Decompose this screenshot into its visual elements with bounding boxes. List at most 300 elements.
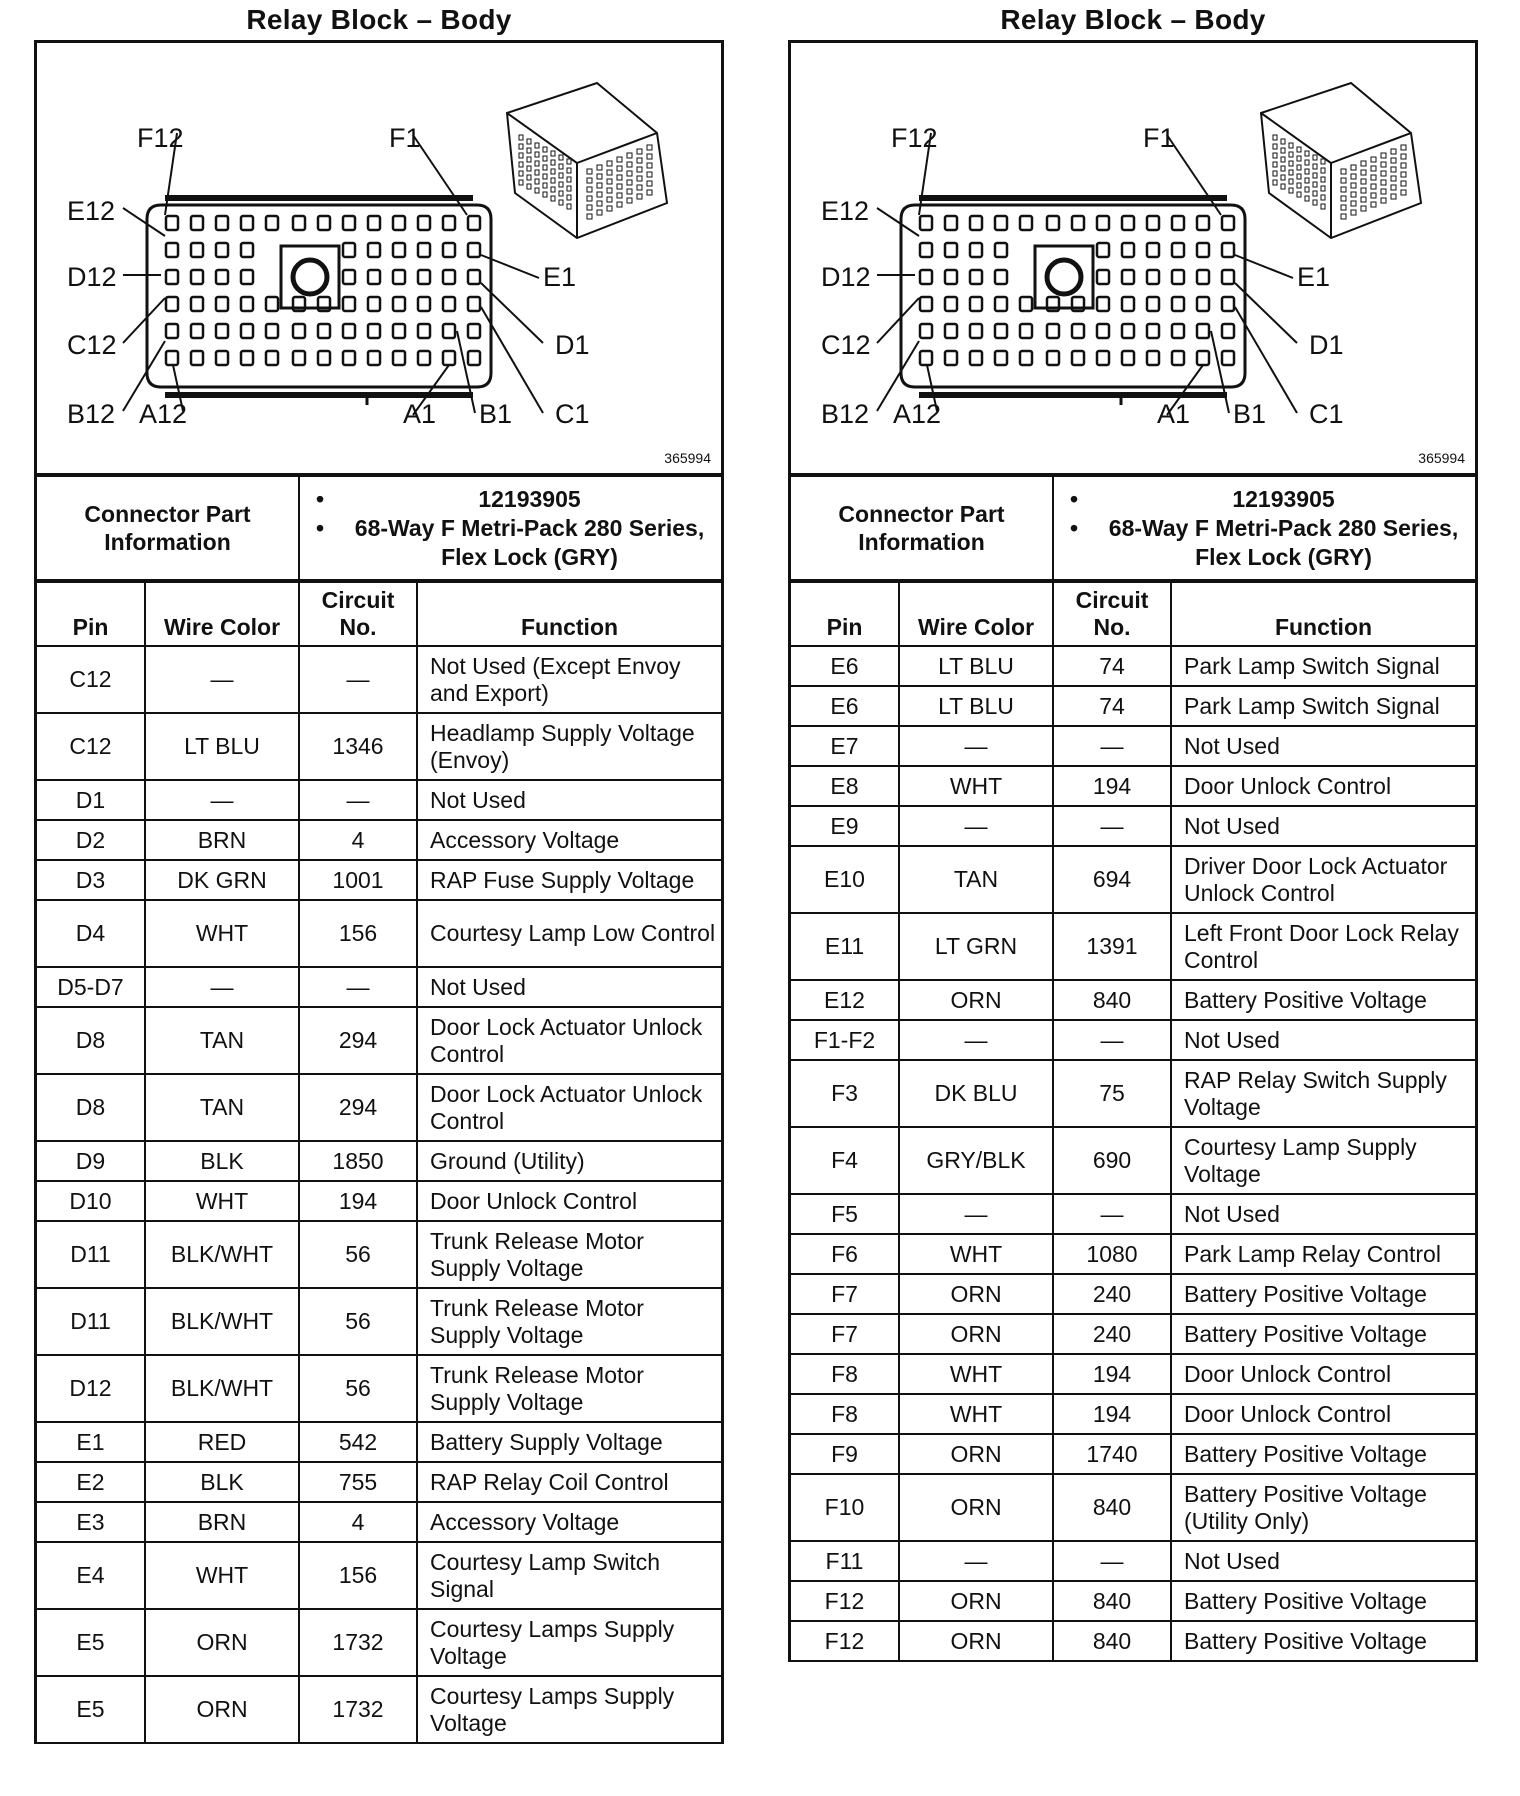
- connector-description: • 68-Way F Metri-Pack 280 Series, Flex Lock (GRY): [338, 514, 721, 572]
- connector-diagram: [791, 43, 1475, 475]
- function-cell: Not Used: [1171, 726, 1475, 766]
- pin-cavity: [443, 270, 455, 284]
- pin-cavity: [216, 351, 228, 365]
- pin-cavity: [1122, 243, 1134, 257]
- pin-cavity: [1147, 216, 1159, 230]
- pin-table-row: [37, 1074, 721, 1141]
- pin-table-row: [37, 1181, 721, 1221]
- pin-table-row: [791, 1127, 1475, 1194]
- pin-position-label: C1: [1309, 399, 1344, 429]
- pin-cavity: [368, 297, 380, 311]
- pin-position-label: B1: [1233, 399, 1267, 429]
- pin-table-row: [791, 1020, 1475, 1060]
- pin-cavity: [418, 243, 430, 257]
- pin-cell: C12: [37, 646, 145, 713]
- wire-color-cell: LT BLU: [899, 646, 1053, 686]
- wire-color-cell: —: [145, 780, 299, 820]
- function-cell: Battery Positive Voltage: [1171, 1434, 1475, 1474]
- wire-color-cell: WHT: [899, 1234, 1053, 1274]
- pin-cavity: [1222, 243, 1234, 257]
- pin-table-row: [791, 1234, 1475, 1274]
- wire-color-cell: ORN: [899, 1474, 1053, 1541]
- circuit-cell: —: [299, 780, 417, 820]
- function-cell: Battery Positive Voltage: [1171, 1314, 1475, 1354]
- pin-cell: E6: [791, 686, 899, 726]
- wire-color-cell: WHT: [145, 1181, 299, 1221]
- pin-cavity: [418, 297, 430, 311]
- pin-table: [791, 581, 1475, 1662]
- pin-cavity: [418, 216, 430, 230]
- pin-table-row: [37, 646, 721, 713]
- pin-cavity: [293, 216, 305, 230]
- pin-cavity: [393, 243, 405, 257]
- pin-position-label: B12: [821, 399, 870, 429]
- pin-cavity: [343, 297, 355, 311]
- pin-position-label: E12: [67, 196, 116, 226]
- connector-part-number: • 12193905: [1092, 485, 1475, 514]
- pin-cavity: [368, 243, 380, 257]
- pin-cell: F8: [791, 1354, 899, 1394]
- pin-cavity: [468, 297, 480, 311]
- circuit-cell: —: [1053, 1020, 1171, 1060]
- pin-cell: E8: [791, 766, 899, 806]
- pin-cavity: [468, 351, 480, 365]
- pin-position-label: F1: [1143, 123, 1175, 153]
- pin-cell: F5: [791, 1194, 899, 1234]
- wire-color-cell: WHT: [899, 1354, 1053, 1394]
- pin-cavity: [468, 243, 480, 257]
- header-wire-color: Wire Color: [899, 582, 1053, 646]
- circuit-cell: 1391: [1053, 913, 1171, 980]
- connector-description: • 68-Way F Metri-Pack 280 Series, Flex Lock (GRY): [1092, 514, 1475, 572]
- pin-table-row: [791, 806, 1475, 846]
- function-cell: Trunk Release Motor Supply Voltage: [417, 1288, 721, 1355]
- panel-frame: [788, 40, 1478, 1662]
- pin-cavity: [241, 297, 253, 311]
- circuit-cell: 56: [299, 1288, 417, 1355]
- pin-table-row: [37, 780, 721, 820]
- wire-color-cell: BLK/WHT: [145, 1355, 299, 1422]
- pin-table-row: [37, 900, 721, 967]
- pin-position-label: B1: [479, 399, 513, 429]
- pin-table: [37, 581, 721, 1744]
- circuit-cell: 240: [1053, 1274, 1171, 1314]
- function-cell: Battery Supply Voltage: [417, 1422, 721, 1462]
- pin-table-header-row: [791, 582, 1475, 646]
- function-cell: Door Unlock Control: [1171, 1354, 1475, 1394]
- function-cell: Door Unlock Control: [1171, 766, 1475, 806]
- pin-cavity: [1147, 324, 1159, 338]
- pin-table-row: [791, 1314, 1475, 1354]
- wire-color-cell: ORN: [899, 1581, 1053, 1621]
- pin-cavity: [1097, 351, 1109, 365]
- function-cell: Courtesy Lamp Switch Signal: [417, 1542, 721, 1609]
- pin-cavity: [216, 216, 228, 230]
- pin-cavity: [166, 324, 178, 338]
- function-cell: RAP Relay Coil Control: [417, 1462, 721, 1502]
- pin-table-row: [37, 1502, 721, 1542]
- wire-color-cell: —: [899, 1194, 1053, 1234]
- pin-cavity: [1097, 297, 1109, 311]
- circuit-cell: 74: [1053, 686, 1171, 726]
- pin-cavity: [241, 351, 253, 365]
- pin-cell: F11: [791, 1541, 899, 1581]
- circuit-cell: 194: [1053, 1354, 1171, 1394]
- wire-color-cell: LT BLU: [145, 713, 299, 780]
- pin-cavity: [1222, 324, 1234, 338]
- pin-cavity: [166, 270, 178, 284]
- pin-cell: D11: [37, 1221, 145, 1288]
- pin-cavity: [945, 270, 957, 284]
- pin-cell: E6: [791, 646, 899, 686]
- wire-color-cell: ORN: [899, 1314, 1053, 1354]
- circuit-cell: 1850: [299, 1141, 417, 1181]
- pin-cavity: [970, 216, 982, 230]
- pin-cell: F7: [791, 1274, 899, 1314]
- pin-cavity: [191, 324, 203, 338]
- header-function: Function: [1171, 582, 1475, 646]
- pin-position-label: F12: [137, 123, 184, 153]
- circuit-cell: 4: [299, 1502, 417, 1542]
- wire-color-cell: BRN: [145, 820, 299, 860]
- pin-position-label: F12: [891, 123, 938, 153]
- relay-block-panel-right: [788, 0, 1478, 1662]
- wire-color-cell: DK BLU: [899, 1060, 1053, 1127]
- pin-cavity: [945, 216, 957, 230]
- wire-color-cell: TAN: [145, 1074, 299, 1141]
- pin-table-row: [791, 1474, 1475, 1541]
- pin-cavity: [343, 324, 355, 338]
- pin-cell: D12: [37, 1355, 145, 1422]
- pin-cavity: [241, 243, 253, 257]
- pin-table-row: [791, 1060, 1475, 1127]
- wire-color-cell: WHT: [145, 1542, 299, 1609]
- pin-cavity: [266, 297, 278, 311]
- pin-position-label: C12: [67, 330, 117, 360]
- circuit-cell: 755: [299, 1462, 417, 1502]
- pin-cavity: [1072, 324, 1084, 338]
- pin-cavity: [393, 270, 405, 284]
- function-cell: Not Used: [1171, 1020, 1475, 1060]
- pin-cavity: [1197, 324, 1209, 338]
- circuit-cell: 56: [299, 1221, 417, 1288]
- wire-color-cell: —: [899, 726, 1053, 766]
- connector-info-table: [37, 475, 721, 581]
- pin-cavity: [166, 351, 178, 365]
- pin-cavity: [1222, 270, 1234, 284]
- connector-info-table: [791, 475, 1475, 581]
- circuit-cell: 56: [299, 1355, 417, 1422]
- circuit-cell: 156: [299, 1542, 417, 1609]
- circuit-cell: —: [1053, 806, 1171, 846]
- pin-cavity: [920, 297, 932, 311]
- pin-cavity: [191, 243, 203, 257]
- pin-cell: D9: [37, 1141, 145, 1181]
- circuit-cell: 156: [299, 900, 417, 967]
- pin-cavity: [343, 243, 355, 257]
- pin-table-row: [791, 726, 1475, 766]
- pin-table-row: [37, 1462, 721, 1502]
- function-cell: Not Used: [1171, 806, 1475, 846]
- pin-cavity: [1122, 351, 1134, 365]
- pin-cavity: [970, 243, 982, 257]
- wire-color-cell: LT BLU: [899, 686, 1053, 726]
- pin-cavity: [1047, 351, 1059, 365]
- pin-cavity: [1122, 270, 1134, 284]
- wire-color-cell: DK GRN: [145, 860, 299, 900]
- pin-cell: D11: [37, 1288, 145, 1355]
- pin-cavity: [241, 270, 253, 284]
- function-cell: Courtesy Lamp Low Control: [417, 900, 721, 967]
- pin-cavity: [368, 216, 380, 230]
- circuit-cell: 294: [299, 1007, 417, 1074]
- function-cell: RAP Relay Switch Supply Voltage: [1171, 1060, 1475, 1127]
- circuit-cell: 1001: [299, 860, 417, 900]
- pin-cell: E11: [791, 913, 899, 980]
- pin-cavity: [166, 243, 178, 257]
- pin-cavity: [1122, 324, 1134, 338]
- connector-part-number: • 12193905: [338, 485, 721, 514]
- pin-cavity: [1097, 270, 1109, 284]
- pin-cell: E12: [791, 980, 899, 1020]
- pin-cavity: [945, 243, 957, 257]
- pin-cavity: [343, 351, 355, 365]
- function-cell: Battery Positive Voltage: [1171, 980, 1475, 1020]
- circuit-cell: —: [1053, 1194, 1171, 1234]
- pin-cavity: [1020, 351, 1032, 365]
- pin-cell: C12: [37, 713, 145, 780]
- wire-color-cell: BRN: [145, 1502, 299, 1542]
- circuit-cell: —: [1053, 1541, 1171, 1581]
- function-cell: Not Used: [1171, 1541, 1475, 1581]
- pin-cell: E10: [791, 846, 899, 913]
- wire-color-cell: —: [899, 1541, 1053, 1581]
- function-cell: RAP Fuse Supply Voltage: [417, 860, 721, 900]
- wire-color-cell: ORN: [899, 1274, 1053, 1314]
- pin-cavity: [945, 297, 957, 311]
- circuit-cell: 840: [1053, 1621, 1171, 1661]
- pin-cavity: [970, 324, 982, 338]
- circuit-cell: 1346: [299, 713, 417, 780]
- pin-table-row: [37, 1007, 721, 1074]
- circuit-cell: 240: [1053, 1314, 1171, 1354]
- header-function: Function: [417, 582, 721, 646]
- pin-cavity: [1222, 351, 1234, 365]
- header-circuit-no: Circuit No.: [1053, 582, 1171, 646]
- pin-cavity: [1197, 351, 1209, 365]
- pin-table-row: [37, 1221, 721, 1288]
- pin-cavity: [920, 216, 932, 230]
- pin-cavity: [468, 270, 480, 284]
- pin-cavity: [166, 297, 178, 311]
- pin-cavity: [1147, 243, 1159, 257]
- connector-isometric-icon: [507, 83, 667, 238]
- wire-color-cell: —: [145, 646, 299, 713]
- pin-cavity: [1172, 216, 1184, 230]
- connector-face-illustration: [791, 43, 1477, 473]
- pin-cavity: [1147, 351, 1159, 365]
- wire-color-cell: BLK: [145, 1462, 299, 1502]
- pin-position-label: F1: [389, 123, 421, 153]
- connector-info-items: [1053, 476, 1475, 580]
- pin-table-row: [791, 1194, 1475, 1234]
- pin-cavity: [368, 270, 380, 284]
- function-cell: Not Used (Except Envoy and Export): [417, 646, 721, 713]
- pin-cell: D8: [37, 1074, 145, 1141]
- function-cell: Trunk Release Motor Supply Voltage: [417, 1221, 721, 1288]
- wire-color-cell: LT GRN: [899, 913, 1053, 980]
- wire-color-cell: ORN: [899, 1621, 1053, 1661]
- pin-cavity: [293, 351, 305, 365]
- pin-cavity: [1072, 216, 1084, 230]
- function-cell: Not Used: [1171, 1194, 1475, 1234]
- pin-cell: D4: [37, 900, 145, 967]
- pin-cell: E3: [37, 1502, 145, 1542]
- function-cell: Park Lamp Switch Signal: [1171, 686, 1475, 726]
- pin-cavity: [945, 324, 957, 338]
- circuit-cell: 1740: [1053, 1434, 1171, 1474]
- function-cell: Ground (Utility): [417, 1141, 721, 1181]
- pin-cavity: [1172, 270, 1184, 284]
- wire-color-cell: ORN: [145, 1609, 299, 1676]
- wire-color-cell: BLK/WHT: [145, 1288, 299, 1355]
- circuit-cell: 75: [1053, 1060, 1171, 1127]
- function-cell: Not Used: [417, 780, 721, 820]
- function-cell: Accessory Voltage: [417, 1502, 721, 1542]
- pin-cavity: [1172, 243, 1184, 257]
- function-cell: Door Unlock Control: [1171, 1394, 1475, 1434]
- function-cell: Accessory Voltage: [417, 820, 721, 860]
- pin-cavity: [318, 324, 330, 338]
- panel-title: Relay Block – Body: [1000, 4, 1266, 35]
- pin-cavity: [393, 324, 405, 338]
- function-cell: Park Lamp Relay Control: [1171, 1234, 1475, 1274]
- figure-number: 365994: [664, 450, 711, 466]
- pin-cavity: [995, 324, 1007, 338]
- circuit-cell: 690: [1053, 1127, 1171, 1194]
- circuit-cell: 194: [1053, 1394, 1171, 1434]
- pin-cavity: [920, 243, 932, 257]
- pin-cavity: [1047, 324, 1059, 338]
- pin-cavity: [995, 351, 1007, 365]
- function-cell: Battery Positive Voltage (Utility Only): [1171, 1474, 1475, 1541]
- function-cell: Door Lock Actuator Unlock Control: [417, 1007, 721, 1074]
- wire-color-cell: WHT: [899, 1394, 1053, 1434]
- pin-table-row: [791, 846, 1475, 913]
- pin-cell: E9: [791, 806, 899, 846]
- pin-cavity: [1222, 297, 1234, 311]
- pin-position-label: A12: [893, 399, 942, 429]
- pin-table-row: [791, 980, 1475, 1020]
- function-cell: Courtesy Lamps Supply Voltage: [417, 1676, 721, 1743]
- pin-position-label: D1: [555, 330, 590, 360]
- pin-cavity: [293, 324, 305, 338]
- function-cell: Driver Door Lock Actuator Unlock Control: [1171, 846, 1475, 913]
- pin-position-label: E12: [821, 196, 870, 226]
- pin-cavity: [318, 351, 330, 365]
- pin-cavity: [393, 297, 405, 311]
- pin-cavity: [343, 270, 355, 284]
- wire-color-cell: —: [145, 967, 299, 1007]
- pin-table-row: [37, 1676, 721, 1743]
- pin-cavity: [970, 297, 982, 311]
- pin-cavity: [443, 351, 455, 365]
- pin-table-row: [37, 967, 721, 1007]
- pin-table-row: [37, 1141, 721, 1181]
- wire-color-cell: —: [899, 1020, 1053, 1060]
- pin-table-row: [791, 646, 1475, 686]
- pin-cavity: [1197, 270, 1209, 284]
- pin-table-row: [791, 686, 1475, 726]
- circuit-cell: 1732: [299, 1609, 417, 1676]
- pin-table-header-row: [37, 582, 721, 646]
- function-cell: Battery Positive Voltage: [1171, 1274, 1475, 1314]
- pin-cavity: [1020, 324, 1032, 338]
- wire-color-cell: BLK/WHT: [145, 1221, 299, 1288]
- wire-color-cell: ORN: [899, 1434, 1053, 1474]
- connector-isometric-icon: [1261, 83, 1421, 238]
- pin-cavity: [1197, 216, 1209, 230]
- pin-cell: F3: [791, 1060, 899, 1127]
- pin-position-label: B12: [67, 399, 116, 429]
- pin-cavity: [1197, 297, 1209, 311]
- pin-cavity: [1072, 351, 1084, 365]
- pin-position-label: D12: [67, 262, 117, 292]
- pin-table-row: [791, 913, 1475, 980]
- pin-cavity: [1097, 243, 1109, 257]
- pin-position-label: E1: [543, 262, 577, 292]
- pin-cavity: [368, 351, 380, 365]
- pin-cavity: [945, 351, 957, 365]
- pin-table-row: [791, 1274, 1475, 1314]
- pin-cavity: [216, 297, 228, 311]
- wire-color-cell: RED: [145, 1422, 299, 1462]
- pin-cavity: [920, 270, 932, 284]
- wire-color-cell: GRY/BLK: [899, 1127, 1053, 1194]
- circuit-cell: 694: [1053, 846, 1171, 913]
- pin-cavity: [443, 243, 455, 257]
- pin-position-label: A1: [1157, 399, 1191, 429]
- pin-cavity: [191, 351, 203, 365]
- function-cell: Left Front Door Lock Relay Control: [1171, 913, 1475, 980]
- pin-cavity: [970, 351, 982, 365]
- connector-diagram: [37, 43, 721, 475]
- circuit-cell: 840: [1053, 980, 1171, 1020]
- function-cell: Headlamp Supply Voltage (Envoy): [417, 713, 721, 780]
- pin-cavity: [1147, 270, 1159, 284]
- connector-info-label: Connector Part Information: [37, 476, 299, 580]
- panel-title: Relay Block – Body: [246, 4, 512, 35]
- pin-cell: F1-F2: [791, 1020, 899, 1060]
- pin-table-row: [37, 713, 721, 780]
- pin-position-label: E1: [1297, 262, 1331, 292]
- pin-cavity: [1020, 216, 1032, 230]
- connector-info-label: Connector Part Information: [791, 476, 1053, 580]
- circuit-cell: 294: [299, 1074, 417, 1141]
- pin-cell: F4: [791, 1127, 899, 1194]
- pin-position-label: C1: [555, 399, 590, 429]
- pin-cavity: [995, 297, 1007, 311]
- circuit-cell: 840: [1053, 1474, 1171, 1541]
- pin-cavity: [191, 270, 203, 284]
- pin-cell: D1: [37, 780, 145, 820]
- function-cell: Courtesy Lamp Supply Voltage: [1171, 1127, 1475, 1194]
- pin-cavity: [995, 216, 1007, 230]
- pin-table-row: [791, 1394, 1475, 1434]
- figure-number: 365994: [1418, 450, 1465, 466]
- pin-cavity: [1097, 324, 1109, 338]
- circuit-cell: 74: [1053, 646, 1171, 686]
